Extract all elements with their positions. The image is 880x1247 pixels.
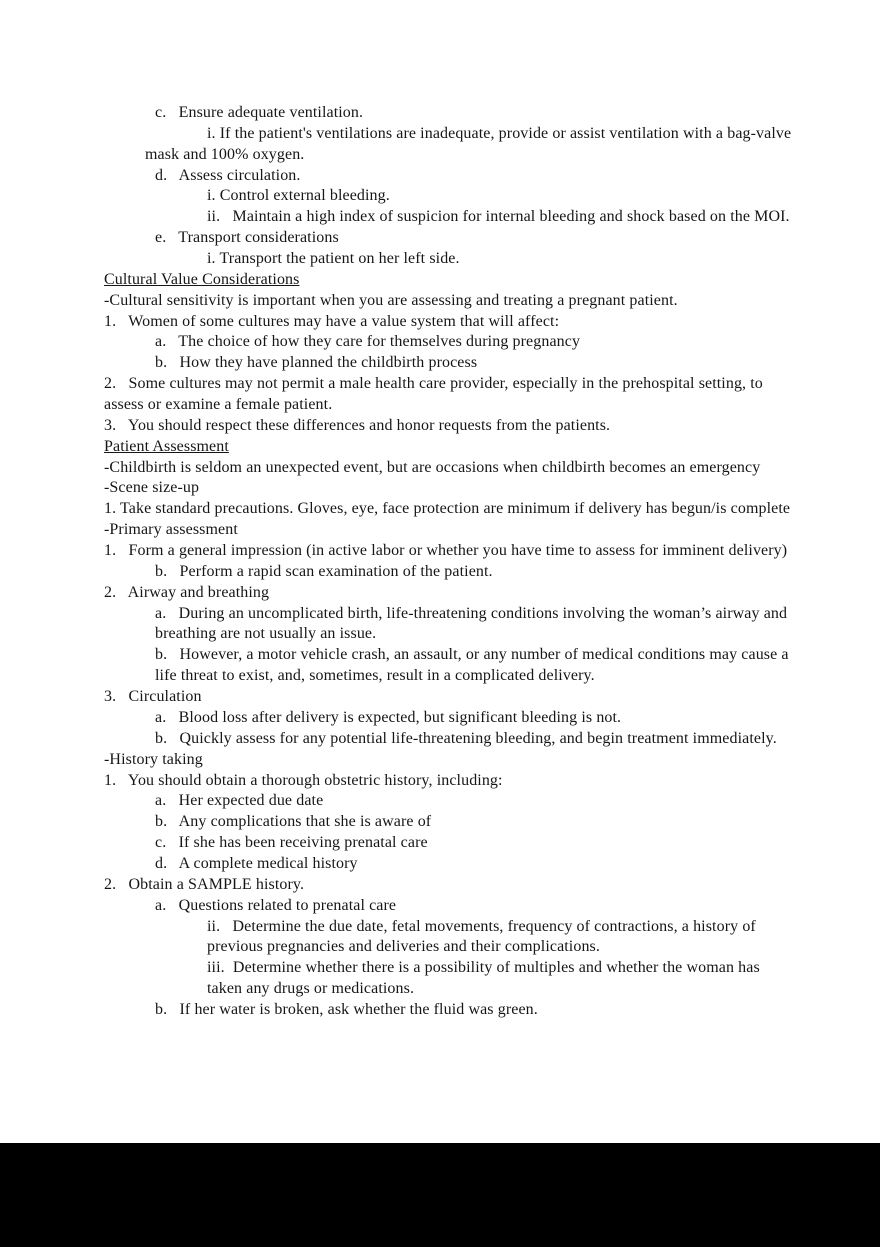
document-line: 2. Airway and breathing <box>104 583 270 601</box>
document-line: a. During an uncomplicated birth, life-threatening conditions involving the woman’s airway and <box>155 604 788 622</box>
document-line: c. If she has been receiving prenatal care <box>155 834 428 852</box>
document-text-block <box>0 103 880 1021</box>
document-line: -Cultural sensitivity is important when you are assessing and treating a pregnant patient. <box>104 291 678 309</box>
document-line: assess or examine a female patient. <box>104 396 333 414</box>
document-line: 3. You should respect these differences and honor requests from the patients. <box>104 416 611 434</box>
document-line: 1. Form a general impression (in active labor or whether you have time to assess for imminent delivery) <box>104 542 788 560</box>
document-line: life threat to exist, and, sometimes, result in a complicated delivery. <box>155 667 595 685</box>
section-heading: Cultural Value Considerations <box>104 270 300 288</box>
document-line: d. Assess circulation. <box>155 166 301 184</box>
document-line: ii. Determine the due date, fetal movements, frequency of contractions, a history of <box>207 917 756 935</box>
document-line: 1. You should obtain a thorough obstetric history, including: <box>104 771 503 789</box>
document-line: 1. Women of some cultures may have a value system that will affect: <box>104 312 560 330</box>
document-line: b. How they have planned the childbirth process <box>155 354 478 372</box>
document-line: a. Blood loss after delivery is expected, but significant bleeding is not. <box>155 708 622 726</box>
document-line: -Scene size-up <box>104 479 200 497</box>
document-line: d. A complete medical history <box>155 854 358 872</box>
document-line: a. Her expected due date <box>155 792 324 810</box>
document-line: b. Any complications that she is aware of <box>155 813 432 831</box>
section-heading: Patient Assessment <box>104 437 229 455</box>
document-line: b. Perform a rapid scan examination of the patient. <box>155 562 493 580</box>
document-line: c. Ensure adequate ventilation. <box>155 104 364 121</box>
document-line: ii. Maintain a high index of suspicion for internal bleeding and shock based on the MOI. <box>207 208 790 226</box>
document-line: 3. Circulation <box>104 688 202 706</box>
document-line: previous pregnancies and deliveries and their complications. <box>207 938 600 956</box>
document-line: a. Questions related to prenatal care <box>155 896 397 914</box>
document-line: taken any drugs or medications. <box>207 980 415 998</box>
document-line: b. However, a motor vehicle crash, an assault, or any number of medical conditions may cause a <box>155 646 789 664</box>
document-line: b. Quickly assess for any potential life-threatening bleeding, and begin treatment immediately. <box>155 729 777 747</box>
document-line: iii. Determine whether there is a possibility of multiples and whether the woman has <box>207 959 760 977</box>
document-line: 2. Obtain a SAMPLE history. <box>104 875 305 893</box>
document-line: -History taking <box>104 750 203 768</box>
bottom-black-bar <box>0 1143 880 1247</box>
document-line: b. If her water is broken, ask whether the fluid was green. <box>155 1000 538 1018</box>
document-line: i. Control external bleeding. <box>207 187 390 205</box>
document-line: -Childbirth is seldom an unexpected event, but are occasions when childbirth becomes an emergency <box>104 458 761 476</box>
document-line: a. The choice of how they care for themselves during pregnancy <box>155 333 581 351</box>
document-line: mask and 100% oxygen. <box>145 145 305 163</box>
document-line: -Primary assessment <box>104 521 238 539</box>
document-line: 1. Take standard precautions. Gloves, eye, face protection are minimum if delivery has begun/is complete <box>104 500 791 518</box>
document-line: 2. Some cultures may not permit a male health care provider, especially in the prehospital setting, to <box>104 375 763 393</box>
document-line: breathing are not usually an issue. <box>155 625 377 643</box>
document-line: i. Transport the patient on her left side. <box>207 250 460 268</box>
document-line: e. Transport considerations <box>155 229 339 247</box>
document-line: i. If the patient's ventilations are inadequate, provide or assist ventilation with a bag-valve <box>207 124 792 142</box>
